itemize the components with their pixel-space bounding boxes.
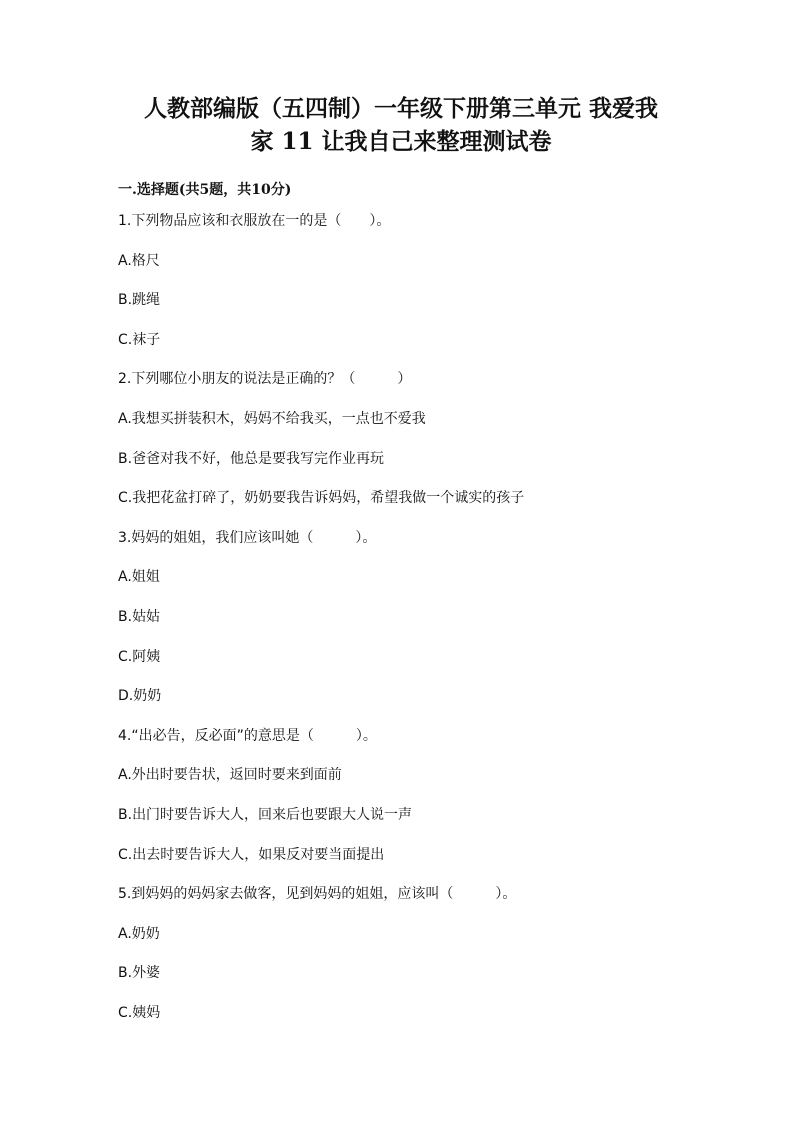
- option-text: 跳绳: [132, 292, 161, 309]
- option-letter: B.: [118, 806, 133, 823]
- option-text: 外出时要告状，返回时要来到面前: [131, 767, 342, 784]
- option-text: 姨妈: [132, 1004, 161, 1021]
- document-title: [118, 92, 684, 158]
- question-3-option-b: [118, 607, 684, 627]
- question-1-option-c: [118, 330, 684, 350]
- question-1-option-a: [118, 251, 684, 271]
- question-2-option-b: [118, 449, 684, 469]
- option-text: 姑姑: [132, 608, 161, 625]
- option-text: 袜子: [132, 331, 161, 348]
- option-text: 爸爸对我不好，他总是要我写完作业再玩: [132, 450, 385, 467]
- option-letter: A.: [118, 767, 132, 784]
- title-line-1: 人教部编版（五四制）一年级下册第三单元 我爱我: [143, 95, 658, 122]
- title-line-2: 家 11 让我自己来整理测试卷: [250, 128, 552, 155]
- option-letter: C.: [118, 648, 133, 665]
- question-list: [118, 211, 684, 1023]
- option-text: 奶奶: [133, 688, 162, 705]
- question-2-option-a: [118, 409, 684, 429]
- question-number: 3.: [118, 529, 132, 546]
- option-text: 出去时要告诉大人，如果反对要当面提出: [132, 846, 385, 863]
- question-text: 到妈妈的妈妈家去做客，见到妈妈的姐姐，应该叫（ ）。: [131, 886, 517, 903]
- option-letter: D.: [118, 688, 134, 705]
- option-letter: B.: [118, 608, 133, 625]
- question-3-option-c: [118, 647, 684, 667]
- question-5-option-c: [118, 1003, 684, 1023]
- question-number: 2.: [118, 371, 132, 388]
- question-text: 下列物品应该和衣服放在一的是（ ）。: [131, 213, 391, 229]
- question-1: [118, 211, 684, 231]
- question-4-option-b: [118, 805, 684, 825]
- question-3-option-d: [118, 686, 684, 706]
- question-number: 1.: [118, 213, 132, 229]
- option-text: 我想买拼装积木，妈妈不给我买，一点也不爱我: [131, 410, 426, 427]
- option-text: 格尺: [131, 252, 160, 269]
- option-text: 外婆: [132, 965, 161, 982]
- option-letter: B.: [118, 292, 133, 309]
- question-2: [118, 369, 684, 389]
- option-text: 奶奶: [131, 925, 160, 942]
- option-letter: B.: [118, 450, 133, 467]
- question-2-option-c: [118, 488, 684, 508]
- option-letter: C.: [118, 846, 133, 863]
- question-1-option-b: [118, 290, 684, 310]
- option-text: 姐姐: [131, 569, 160, 586]
- question-5-option-a: [118, 924, 684, 944]
- question-number: 4.: [118, 727, 132, 744]
- question-text: 妈妈的姐姐，我们应该叫她（ ）。: [131, 529, 377, 546]
- option-letter: C.: [118, 490, 133, 507]
- question-4-option-a: [118, 765, 684, 785]
- option-letter: A.: [118, 252, 132, 269]
- question-text: 下列哪位小朋友的说法是正确的？（ ）: [131, 371, 412, 388]
- option-text: 出门时要告诉大人，回来后也要跟大人说一声: [132, 806, 413, 823]
- option-text: 我把花盆打碎了，奶奶要我告诉妈妈，希望我做一个诚实的孩子: [132, 490, 525, 507]
- option-letter: A.: [118, 925, 132, 942]
- option-text: 阿姨: [132, 648, 161, 665]
- question-5: [118, 884, 684, 904]
- question-number: 5.: [118, 886, 132, 903]
- option-letter: A.: [118, 410, 132, 427]
- question-text: “出必告，反必面”的意思是（ ）。: [131, 727, 377, 744]
- question-3-option-a: [118, 567, 684, 587]
- section-heading: 一.选择题(共5题，共10分): [118, 182, 292, 198]
- option-letter: C.: [118, 331, 133, 348]
- question-4: [118, 726, 684, 746]
- option-letter: A.: [118, 569, 132, 586]
- question-4-option-c: [118, 845, 684, 865]
- option-letter: C.: [118, 1004, 133, 1021]
- question-3: [118, 528, 684, 548]
- option-letter: B.: [118, 965, 133, 982]
- question-5-option-b: [118, 963, 684, 983]
